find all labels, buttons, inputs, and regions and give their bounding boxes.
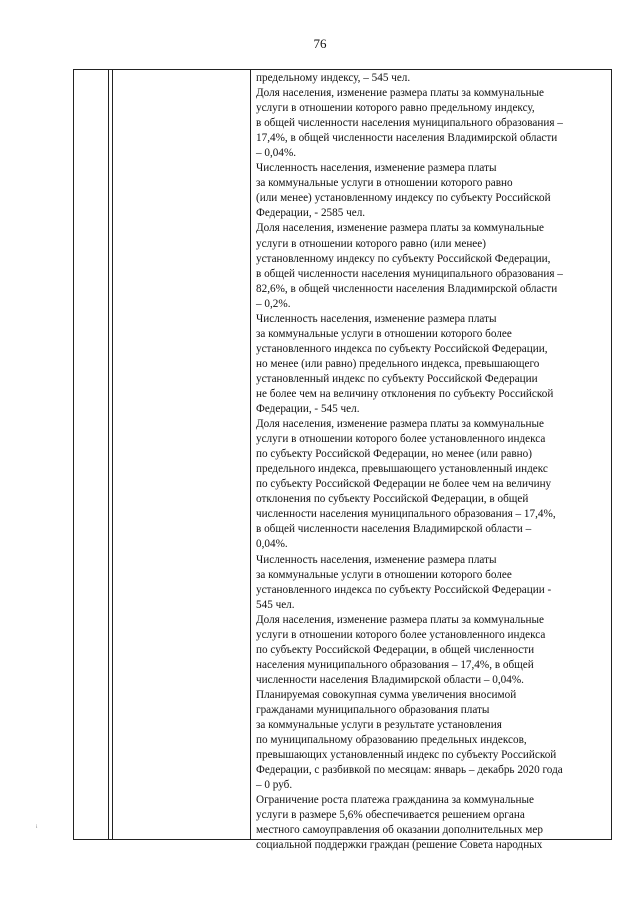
column-divider-2 [112, 70, 113, 839]
table-cell-text [256, 71, 605, 853]
document-table [73, 69, 612, 852]
text-line: Федерации, - 2585 чел. [256, 207, 366, 220]
text-line: по субъекту Российской Федерации, но менее (или равно) [256, 448, 532, 461]
column-divider-3 [250, 70, 251, 839]
text-line: численности населения Владимирской области – 0,04%. [256, 673, 524, 686]
text-line: предельного индекса, превышающего установленный индекс [256, 463, 548, 476]
text-line: услуги в отношении которого более установленного индекса [256, 628, 546, 641]
text-line: установленного индекса по субъекту Российской Федерации - [256, 583, 552, 596]
text-line: по субъекту Российской Федерации не более чем на величину [256, 478, 552, 491]
text-line: Доля населения, изменение размера платы за коммунальные [256, 222, 544, 235]
text-line: отклонения по субъекту Российской Федерации, в общей [256, 493, 529, 506]
text-line: предельному индексу, – 545 чел. [256, 72, 411, 84]
text-line: услуги в отношении которого более установленного индекса [256, 433, 546, 446]
text-line: 545 чел. [256, 598, 295, 611]
text-line: 17,4%, в общей численности населения Владимирской области [256, 132, 558, 145]
text-line: Доля населения, изменение размера платы за коммунальные [256, 418, 544, 431]
text-line: за коммунальные услуги в результате установления [256, 719, 502, 732]
text-line: Численность населения, изменение размера платы [256, 312, 497, 325]
page-number: 76 [313, 36, 327, 51]
text-line: в общей численности населения Владимирской области – [256, 523, 532, 536]
text-line: – 0 руб. [256, 779, 293, 792]
text-line: по субъекту Российской Федерации, в общей численности [256, 643, 535, 656]
text-line: за коммунальные услуги в отношении которого равно [256, 177, 513, 190]
text-line: за коммунальные услуги в отношении которого более [256, 568, 512, 581]
text-line: установленный индекс по субъекту Российской Федерации [256, 372, 538, 385]
text-line: местного самоуправления об оказании дополнительных мер [256, 824, 543, 837]
text-line: за коммунальные услуги в отношении которого более [256, 327, 512, 340]
text-line: Ограничение роста платежа гражданина за коммунальные [256, 794, 534, 807]
text-line: но менее (или равно) предельного индекса, превышающего [256, 357, 540, 370]
text-line: Доля населения, изменение размера платы за коммунальные [256, 87, 544, 100]
text-line: – 0,04%. [256, 147, 297, 160]
text-line: социальной поддержки граждан (решение Совета народных [256, 839, 543, 852]
text-line: по муниципальному образованию предельных индексов, [256, 734, 527, 747]
text-line: 82,6%, в общей численности населения Владимирской области [256, 282, 558, 295]
text-line: Численность населения, изменение размера платы [256, 162, 497, 175]
text-line: Доля населения, изменение размера платы за коммунальные [256, 613, 544, 626]
text-line: в общей численности населения муниципального образования – [256, 267, 563, 280]
text-line: численности населения муниципального образования – 17,4%, [256, 508, 556, 521]
text-line: – 0,2%. [256, 297, 291, 310]
text-line: установленному индексу по субъекту Российской Федерации, [256, 252, 551, 265]
text-line: в общей численности населения муниципального образования – [256, 117, 563, 130]
text-line: превышающих установленный индекс по субъекту Российской [256, 749, 557, 762]
text-line: услуги в отношении которого равно (или менее) [256, 237, 486, 250]
text-line: 0,04%. [256, 538, 288, 551]
text-line: Планируемая совокупная сумма увеличения вносимой [256, 688, 517, 701]
column-divider-1 [108, 70, 109, 839]
text-line: (или менее) установленному индексу по субъекту Российской [256, 192, 551, 205]
text-line: населения муниципального образования – 17,4%, в общей [256, 658, 534, 671]
text-line: услуги в размере 5,6% обеспечивается решением органа [256, 809, 525, 822]
text-line: Численность населения, изменение размера платы [256, 553, 497, 566]
text-line: установленного индекса по субъекту Российской Федерации, [256, 342, 548, 355]
text-line: гражданами муниципального образования платы [256, 703, 490, 716]
text-line: не более чем на величину отклонения по субъекту Российской [256, 387, 554, 400]
text-line: услуги в отношении которого равно предельному индексу, [256, 102, 535, 115]
text-line: Федерации, - 545 чел. [256, 403, 360, 416]
text-line: Федерации, с разбивкой по месяцам: январь – декабрь 2020 года [256, 764, 563, 777]
scan-mark: ᵢ [36, 819, 38, 829]
